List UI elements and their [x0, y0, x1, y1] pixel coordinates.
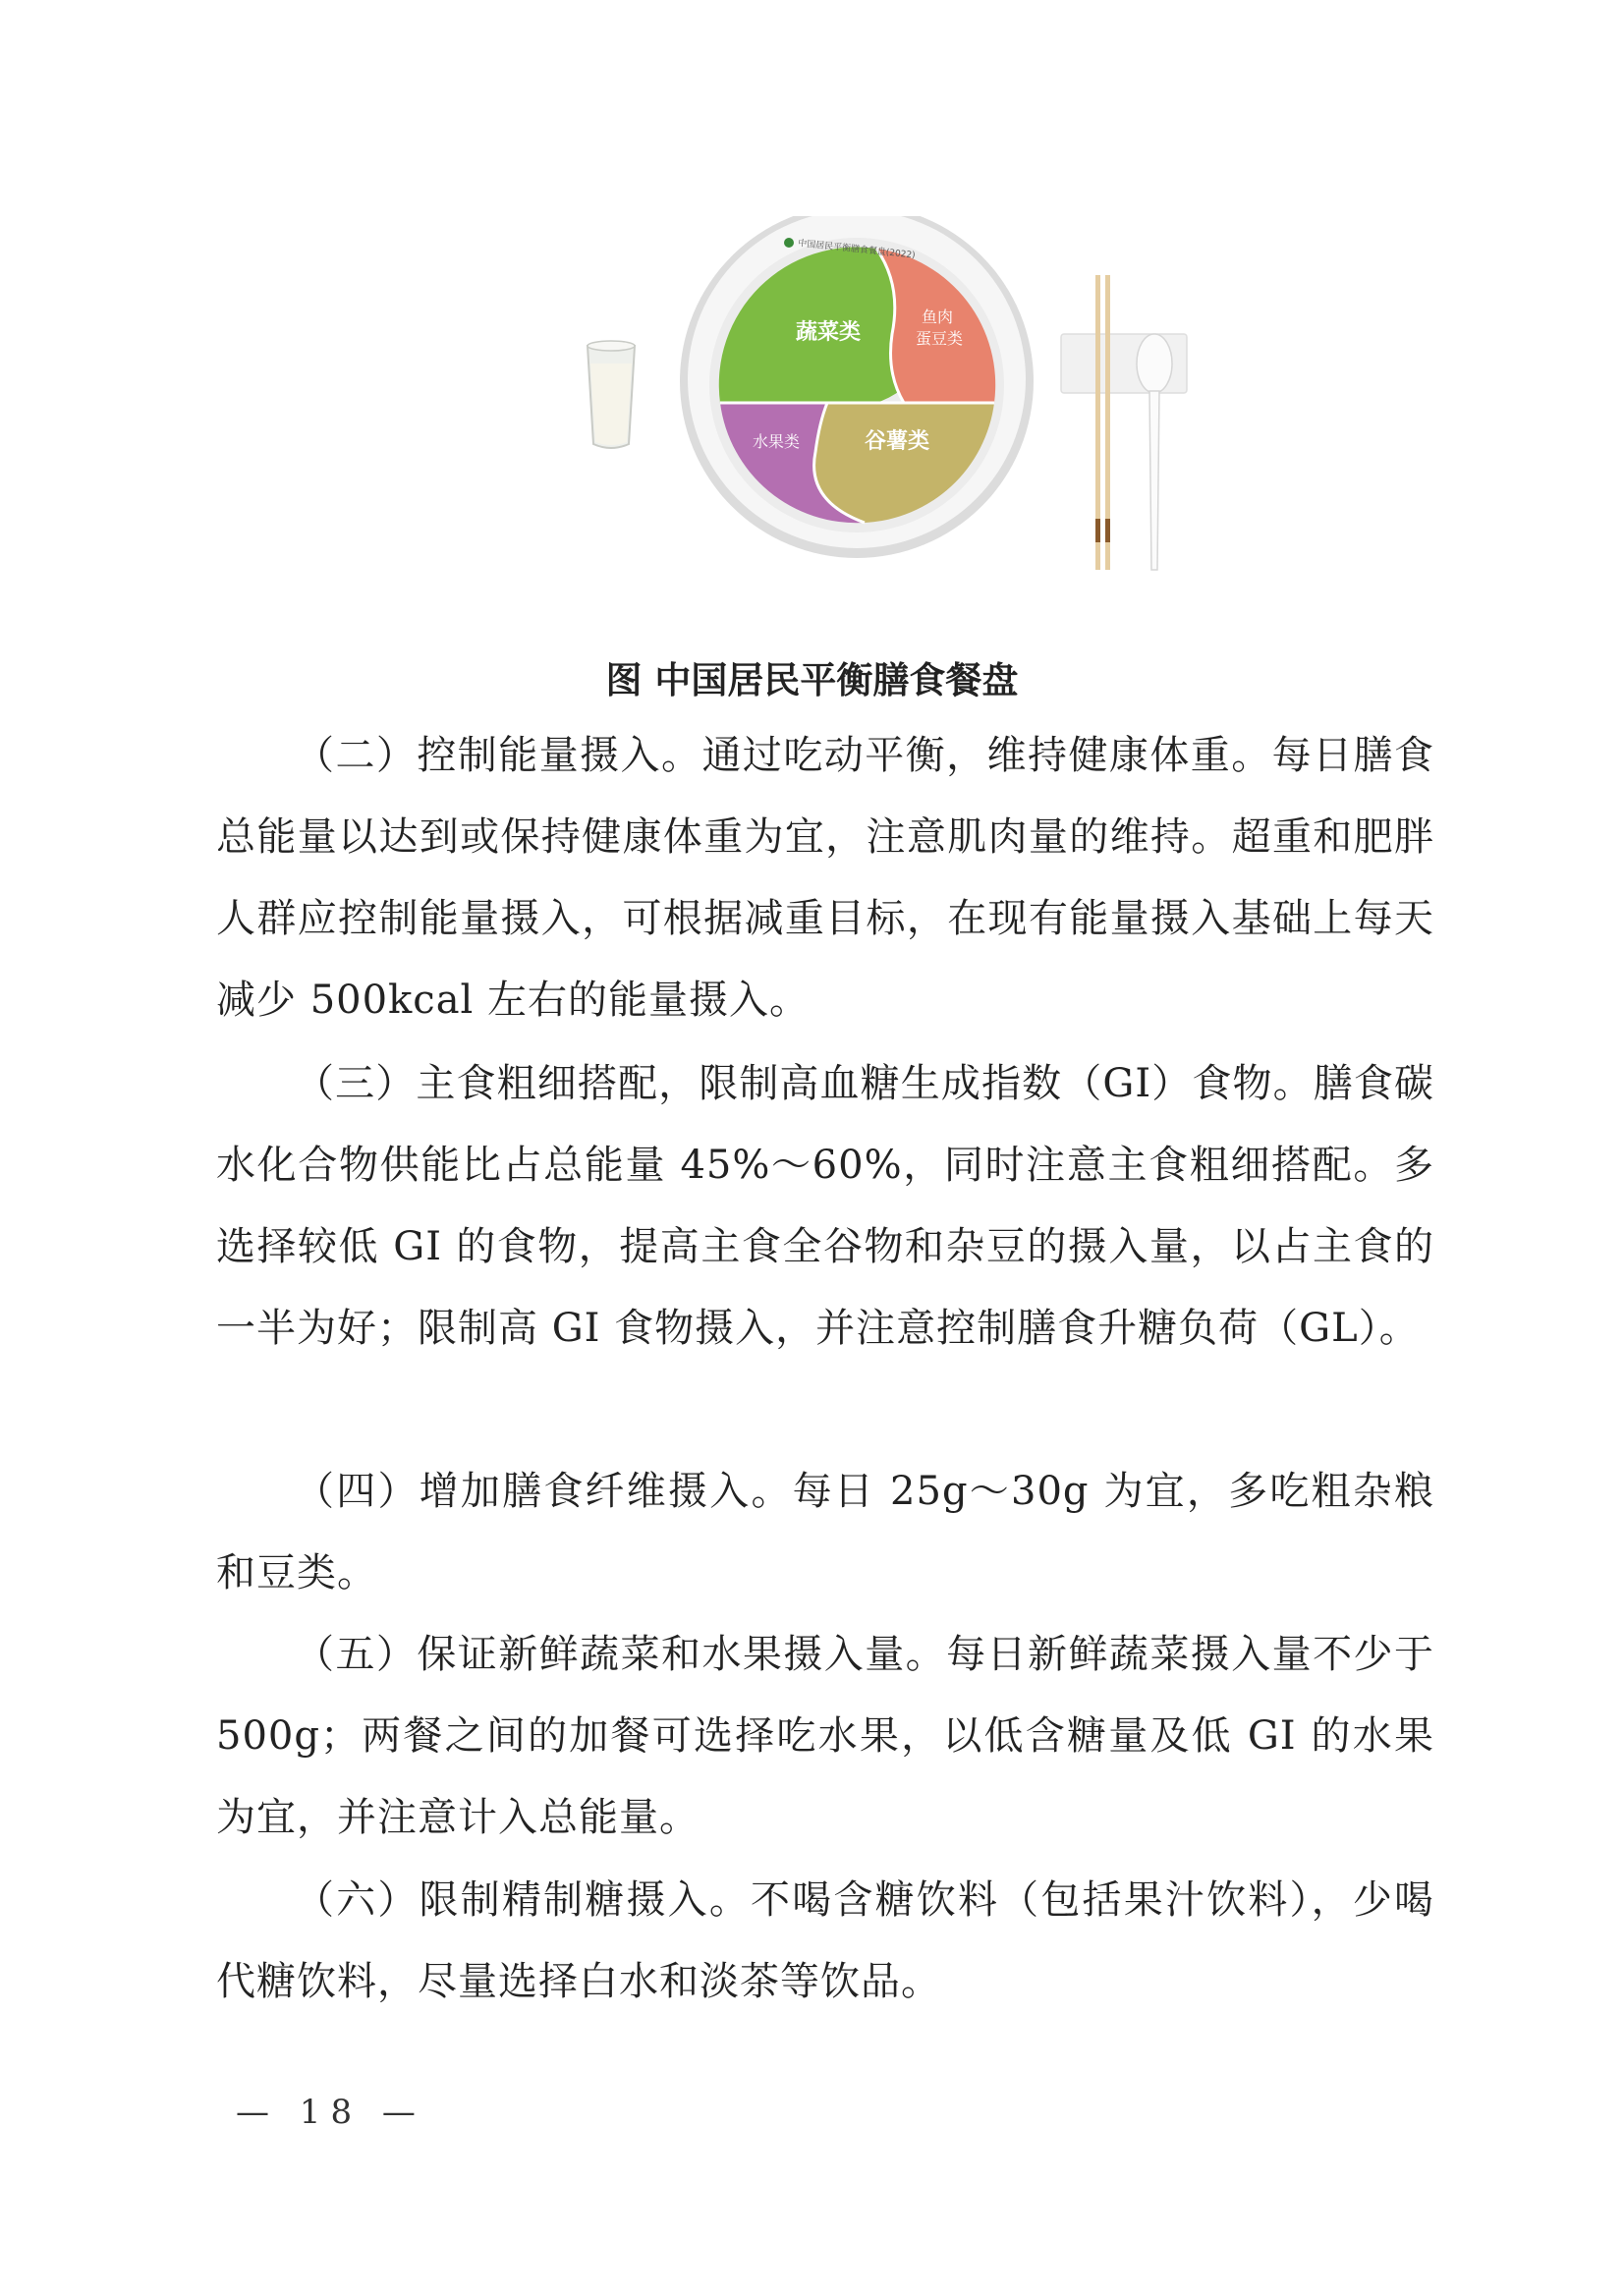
- label-grains: 谷薯类: [865, 429, 930, 454]
- label-fish-meat-line1: 鱼肉: [922, 308, 954, 326]
- paragraph-staple-food-gi: （三）主食粗细搭配，限制高血糖生成指数（GI）食物。膳食碳水化合物供能比占总能量 45%～60%，同时注意主食粗细搭配。多选择较低 GI 的食物，提高主食全谷物和杂豆的摄入量，以占主食的一半为好；限制高 GI 食物摄入，并注意控制膳食升糖负荷（GL）。: [216, 1061, 1434, 1351]
- paragraph-control-energy: （二）控制能量摄入。通过吃动平衡，维持健康体重。每日膳食总能量以达到或保持健康体重为宜，注意肌肉量的维持。超重和肥胖人群应控制能量摄入，可根据减重目标，在现有能量摄入基础上每天减少 500kcal 左右的能量摄入。: [216, 733, 1434, 1023]
- label-fish-meat-line2: 蛋豆类: [916, 329, 964, 348]
- chopsticks-spoon-icon: [1061, 275, 1187, 570]
- paragraph-dietary-fiber: （四）增加膳食纤维摄入。每日 25g～30g 为宜，多吃粗杂粮和豆类。: [216, 1469, 1434, 1595]
- milk-glass-icon: [588, 341, 635, 448]
- figure-caption: 图 中国居民平衡膳食餐盘: [605, 659, 1019, 701]
- plate-icon: [680, 216, 1034, 558]
- label-fruits: 水果类: [753, 432, 801, 451]
- page-number: — 18 —: [236, 2093, 425, 2132]
- paragraph-refined-sugar: （六）限制精制糖摄入。不喝含糖饮料（包括果汁饮料），少喝代糖饮料，尽量选择白水和淡茶等饮品。: [216, 1877, 1434, 2004]
- balanced-diet-plate-figure: [570, 216, 1199, 580]
- plate-title: 中国居民平衡膳食餐盘(2022): [797, 239, 917, 261]
- paragraph-vegetables-fruits: （五）保证新鲜蔬菜和水果摄入量。每日新鲜蔬菜摄入量不少于 500g；两餐之间的加餐可选择吃水果，以低含糖量及低 GI 的水果为宜，并注意计入总能量。: [216, 1632, 1434, 1840]
- label-vegetables: 蔬菜类: [796, 320, 862, 345]
